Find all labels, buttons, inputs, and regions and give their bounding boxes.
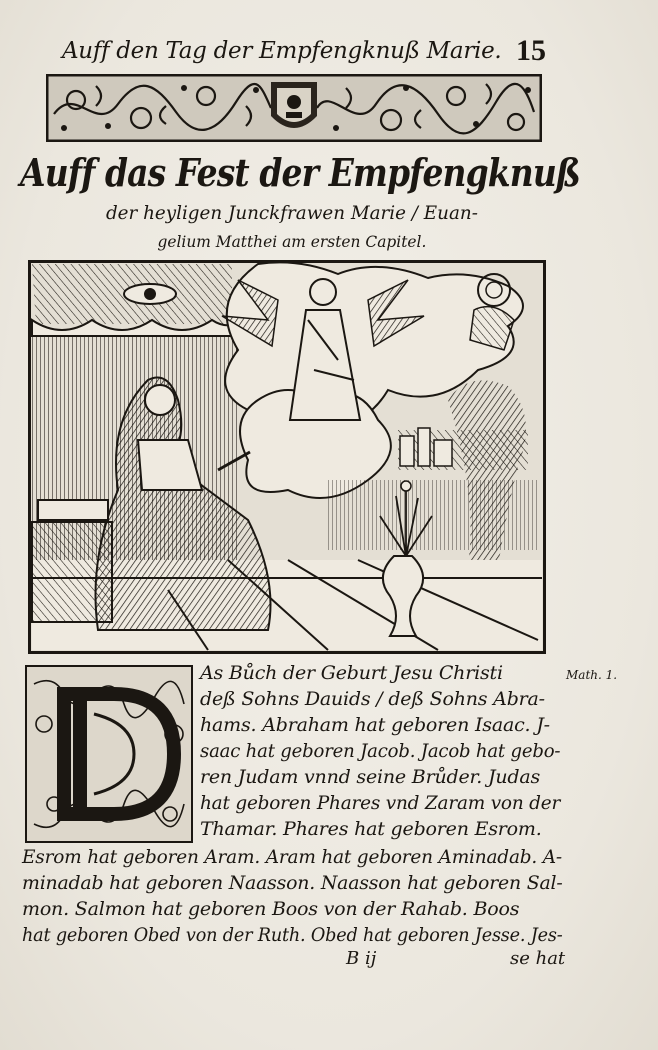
body-line: ren Judam vnnd seine Brůder. Judas: [200, 766, 541, 788]
body-line: saac hat geboren Jacob. Jacob hat gebo-: [200, 740, 561, 762]
dove-icon: [124, 284, 176, 304]
catchword: se hat: [510, 948, 566, 969]
subtitle-line-1: der heyligen Junckfrawen Marie / Euan-: [105, 202, 478, 224]
decorated-initial-d: [24, 664, 194, 844]
body-line: Thamar. Phares hat geboren Esrom.: [200, 818, 542, 840]
page-number: 15: [516, 34, 546, 67]
running-head: Auff den Tag der Empfengknuß Marie.: [62, 38, 502, 64]
body-line: hat geboren Obed von der Ruth. Obed hat geboren Jesse. Jes-: [22, 924, 563, 946]
body-line: hat geboren Phares vnd Zaram von der: [200, 792, 561, 814]
body-line: deß Sohns Dauids / deß Sohns Abra-: [200, 688, 545, 710]
body-line: minadab hat geboren Naasson. Naasson hat geboren Sal-: [22, 872, 563, 894]
body-line: As Bůch der Geburt Jesu Christi: [200, 662, 503, 684]
signature-mark: B ij: [346, 948, 377, 969]
body-line: Esrom hat geboren Aram. Aram hat geboren Aminadab. A-: [22, 846, 562, 868]
ornamental-header-band: [46, 74, 542, 142]
margin-note: Math. 1.: [566, 668, 618, 682]
body-line: mon. Salmon hat geboren Boos von der Rahab. Boos: [22, 898, 520, 920]
page-title: Auff das Fest der Empfengknuß: [20, 150, 581, 195]
annunciation-woodcut: [28, 260, 546, 654]
body-line: hams. Abraham hat geboren Isaac. J-: [200, 714, 550, 736]
subtitle-line-2: gelium Matthei am ersten Capitel.: [157, 232, 427, 251]
